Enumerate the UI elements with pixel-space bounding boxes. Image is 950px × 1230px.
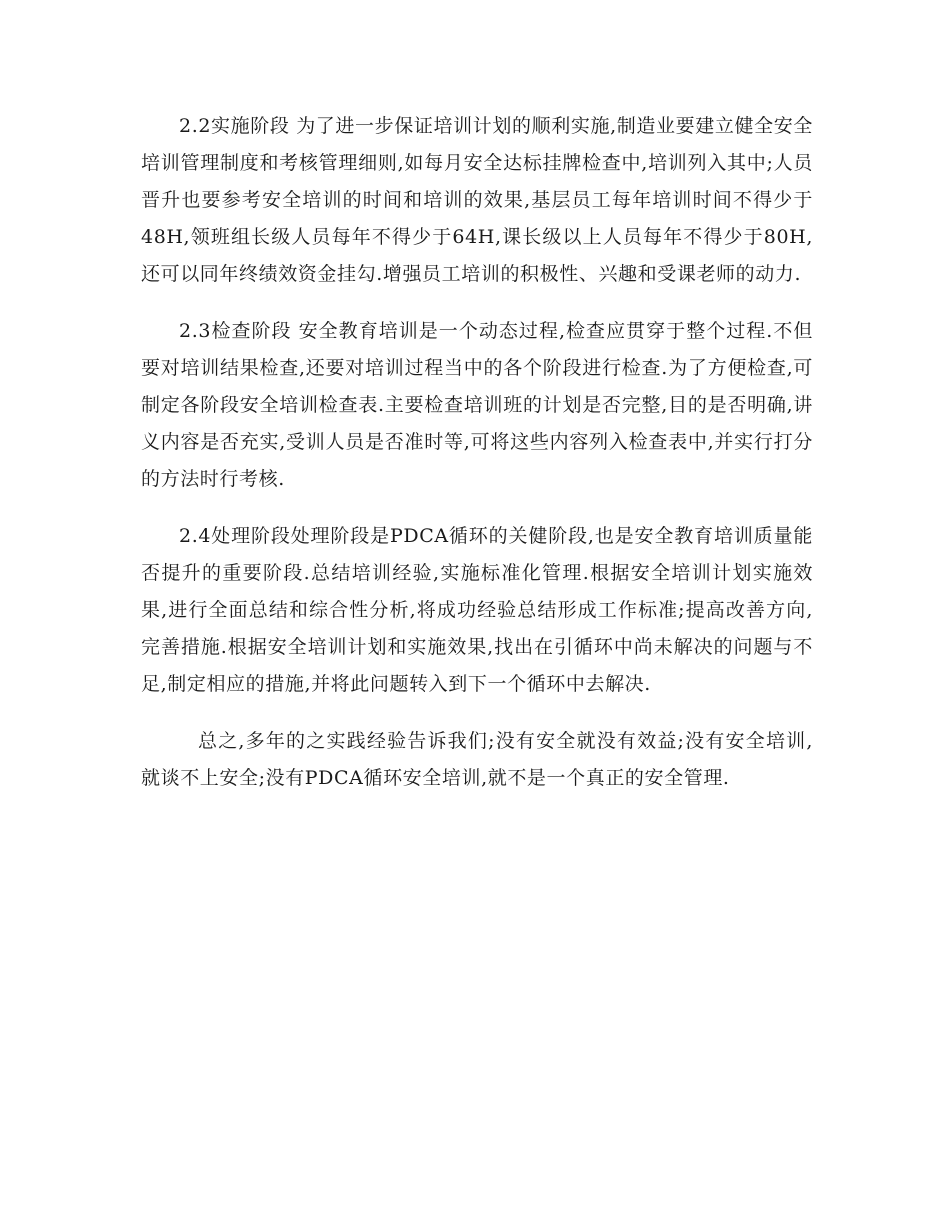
document-body (141, 108, 813, 817)
paragraph-action-stage: 2.4处理阶段处理阶段是PDCA循环的关健阶段,也是安全教育培训质量能否提升的重要阶段.总结培训经验,实施标准化管理.根据安全培训计划实施效果,进行全面总结和综合性分析,将成功经验总结形成工作标准;提高改善方向,完善措施.根据安全培训计划和实施效果,找出在引循环中尚未解决的问题与不足,制定相应的措施,并将此问题转入到下一个循环中去解决. (141, 525, 813, 695)
paragraph-conclusion: 总之,多年的之实践经验告诉我们;没有安全就没有效益;没有安全培训,就谈不上安全;没有PDCA循环安全培训,就不是一个真正的安全管理. (141, 730, 813, 789)
paragraph-check-stage: 2.3检查阶段 安全教育培训是一个动态过程,检查应贯穿于整个过程.不但要对培训结果检查,还要对培训过程当中的各个阶段进行检查.为了方便检查,可制定各阶段安全培训检查表.主要检查培训班的计划是否完整,目的是否明确,讲义内容是否充实,受训人员是否准时等,可将这些内容列入检查表中,并实行打分的方法时行考核. (141, 320, 813, 490)
paragraph-implementation-stage: 2.2实施阶段 为了进一步保证培训计划的顺利实施,制造业要建立健全安全培训管理制度和考核管理细则,如每月安全达标挂牌检查中,培训列入其中;人员晋升也要参考安全培训的时间和培训的效果,基层员工每年培训时间不得少于48H,领班组长级人员每年不得少于64H,课长级以上人员每年不得少于80H,还可以同年终绩效资金挂勾.增强员工培训的积极性、兴趣和受课老师的动力. (141, 115, 813, 285)
